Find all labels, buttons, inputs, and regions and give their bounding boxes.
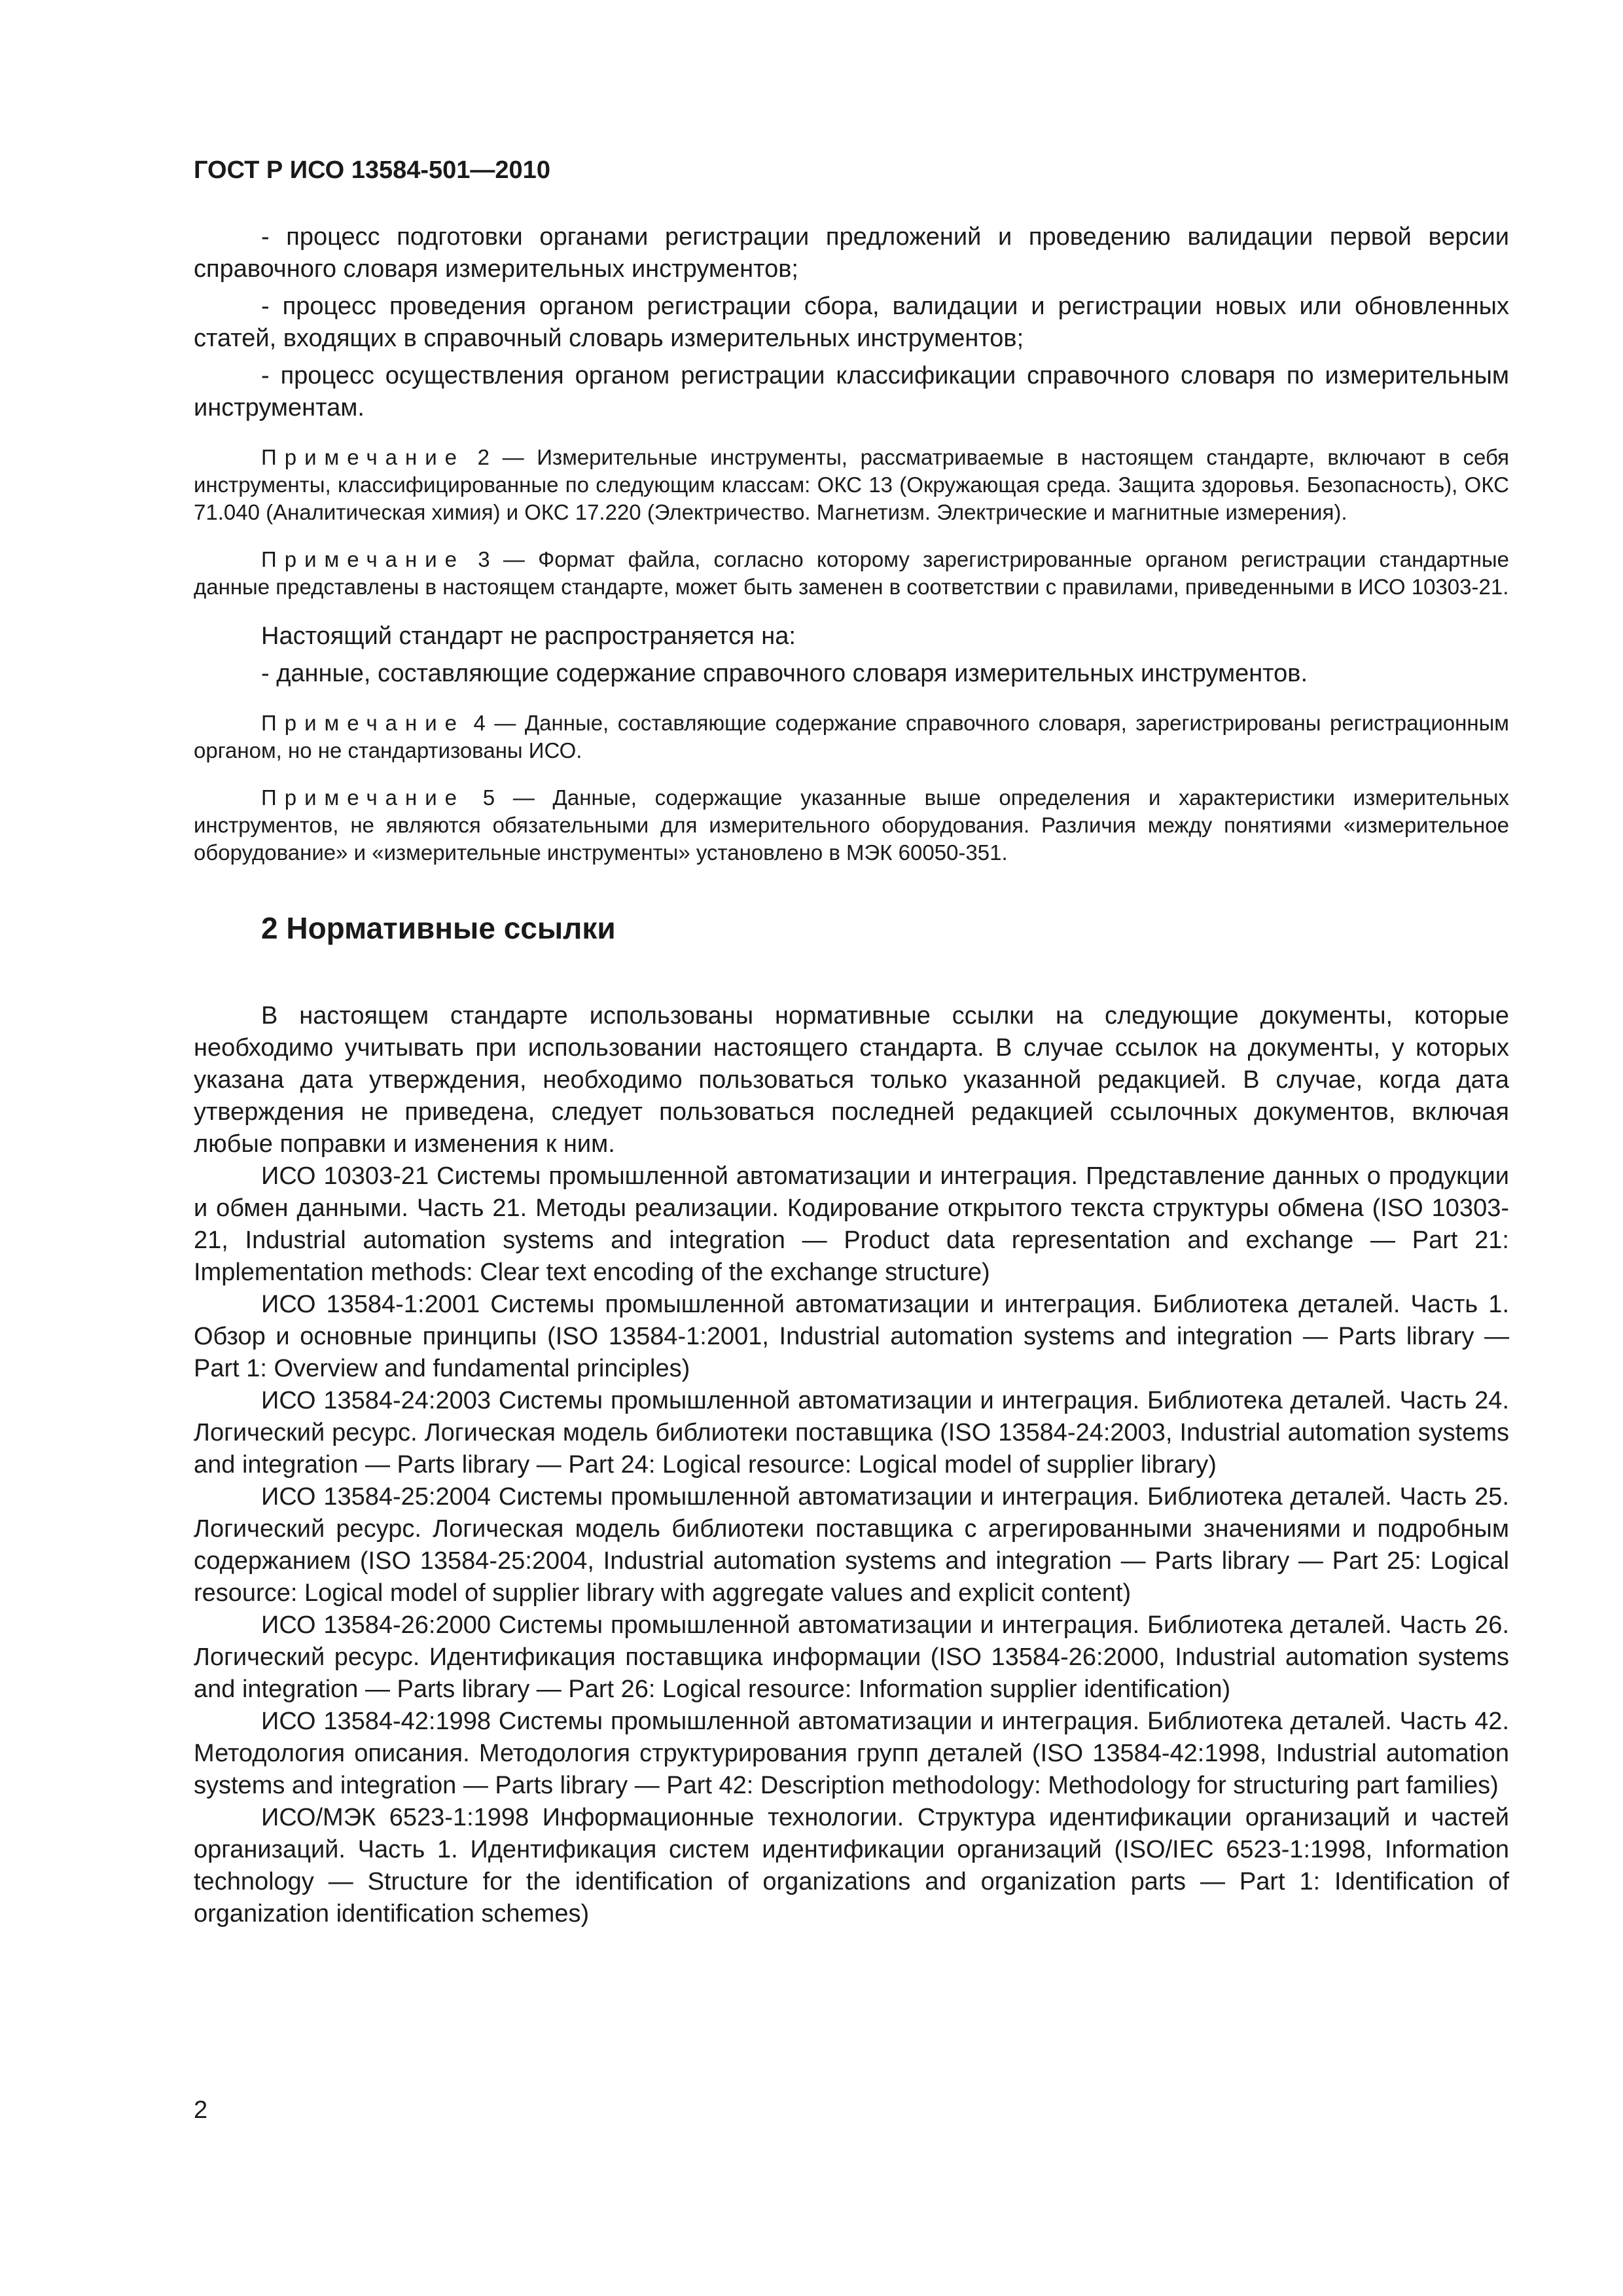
intro-item-2: - процесс проведения органом регистрации сбора, валидации и регистрации новых или обновленных статей, входящих в справочный словарь измерительных инструментов;: [194, 293, 1509, 352]
note-text: 5 — Данные, содержащие указанные выше определения и характеристики измерительных инструментов, не являются обязательными для измерительного оборудования. Различия между понятиями «измерительное оборудование» и «измерительные инструменты» установлено в МЭК 60050-351.: [194, 785, 1509, 865]
document-page: [194, 154, 1509, 1930]
page-number: 2: [194, 2096, 208, 2124]
note-label: Примечание: [261, 711, 465, 735]
scope-exclusion-item: - данные, составляющие содержание справочного словаря измерительных инструментов.: [261, 660, 1308, 687]
document-header: ГОСТ Р ИСО 13584-501—2010: [194, 156, 550, 184]
reference-item: ИСО 13584-25:2004 Системы промышленной автоматизации и интеграция. Библиотека деталей. Часть 25. Логический ресурс. Логическая модель библиотеки поставщика с агрегированными значениями и подробным содержанием (ISO 13584-25:2004, Industrial automation systems and integration — Parts library — Part 25: Logical resource: Logical model of supplier library with aggregate values and explicit content): [194, 1483, 1509, 1607]
note-5: [194, 784, 1509, 867]
note-2: [194, 444, 1509, 526]
intro-item-3: - процесс осуществления органом регистрации классификации справочного словаря по измерительным инструментам.: [194, 362, 1509, 422]
note-label: Примечание: [261, 445, 465, 469]
reference-item: ИСО 13584-1:2001 Системы промышленной автоматизации и интеграция. Библиотека деталей. Часть 1. Обзор и основные принципы (ISO 13584-1:2001, Industrial automation systems and integration — Parts library — Part 1: Overview and fundamental principles): [194, 1291, 1509, 1382]
reference-item: ИСО 10303-21 Системы промышленной автоматизации и интеграция. Представление данных о продукции и обмен данными. Часть 21. Методы реализации. Кодирование открытого текста структуры обмена (ISO 10303-21, Industrial automation systems and integration — Product data representation and exchange — Part 21: Implementation methods: Clear text encoding of the exchange structure): [194, 1162, 1509, 1286]
note-text: 2 — Измерительные инструменты, рассматриваемые в настоящем стандарте, включают в себя инструменты, классифицированные по следующим классам: ОКС 13 (Окружающая среда. Защита здоровья. Безопасность), ОКС 71.040 (Аналитическая химия) и ОКС 17.220 (Электричество. Магнетизм. Электрические и магнитные измерения).: [194, 445, 1509, 524]
note-label: Примечание: [261, 547, 465, 571]
reference-item: ИСО 13584-26:2000 Системы промышленной автоматизации и интеграция. Библиотека деталей. Часть 26. Логический ресурс. Идентификация поставщика информации (ISO 13584-26:2000, Industrial automation systems and integration — Parts library — Part 26: Logical resource: Information supplier identification): [194, 1611, 1509, 1703]
reference-item: ИСО 13584-24:2003 Системы промышленной автоматизации и интеграция. Библиотека деталей. Часть 24. Логический ресурс. Логическая модель библиотеки поставщика (ISO 13584-24:2003, Industrial automation systems and integration — Parts library — Part 24: Logical resource: Logical model of supplier library): [194, 1387, 1509, 1479]
scope-exclusion-lead: Настоящий стандарт не распространяется на:: [261, 622, 796, 650]
note-text: 3 — Формат файла, согласно которому зарегистрированные органом регистрации стандартные данные представлены в настоящем стандарте, может быть заменен в соответствии с правилами, приведенными в ИСО 10303-21.: [194, 547, 1509, 599]
reference-item: ИСО/МЭК 6523-1:1998 Информационные технологии. Структура идентификации организаций и частей организаций. Часть 1. Идентификация систем идентификации организаций (ISO/IEC 6523-1:1998, Information technology — Structure for the identification of organizations and organization parts — Part 1: Identification of organization identification schemes): [194, 1804, 1509, 1928]
note-3: [194, 546, 1509, 601]
reference-item: ИСО 13584-42:1998 Системы промышленной автоматизации и интеграция. Библиотека деталей. Часть 42. Методология описания. Методология структурирования групп деталей (ISO 13584-42:1998, Industrial automation systems and integration — Parts library — Part 42: Description methodology: Methodology for structuring part families): [194, 1708, 1509, 1799]
note-text: 4 — Данные, составляющие содержание справочного словаря, зарегистрированы регистрационным органом, но не стандартизованы ИСО.: [194, 711, 1509, 762]
section-intro: В настоящем стандарте использованы нормативные ссылки на следующие документы, которые необходимо учитывать при использовании настоящего стандарта. В случае ссылок на документы, у которых указана дата утверждения, необходимо пользоваться только указанной редакцией. В случае, когда дата утверждения не приведена, следует пользоваться последней редакцией ссылочных документов, включая любые поправки и изменения к ним.: [194, 1002, 1509, 1158]
note-label: Примечание: [261, 785, 465, 810]
section-heading: 2 Нормативные ссылки: [261, 911, 616, 945]
intro-item-1: - процесс подготовки органами регистрации предложений и проведению валидации первой версии справочного словаря измерительных инструментов;: [194, 223, 1509, 283]
note-4: [194, 709, 1509, 764]
